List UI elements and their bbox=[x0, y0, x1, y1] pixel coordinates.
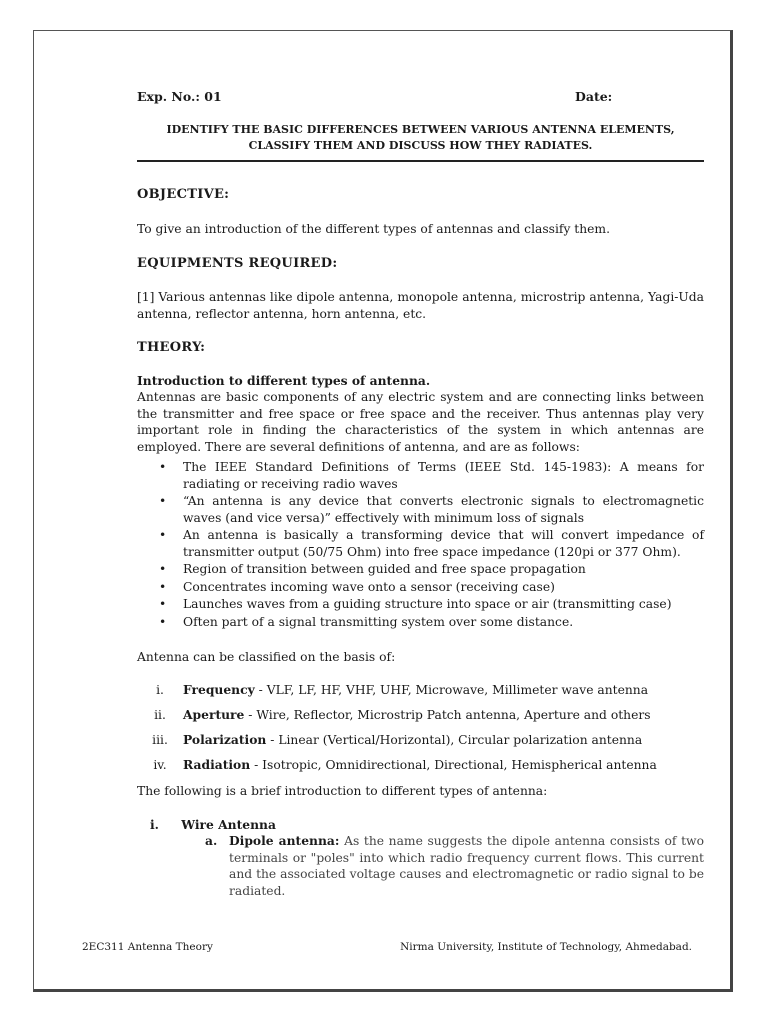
footer-institution: Nirma University, Institute of Technology, Ahmedabad. bbox=[400, 941, 692, 953]
theory-heading: THEORY: bbox=[137, 340, 206, 355]
list-item: • “An antenna is any device that converts electronic signals to electromagnetic waves (and vice versa)” effectively with minimum loss of signals bbox=[159, 494, 704, 525]
wire-antenna-heading: i. Wire Antenna bbox=[150, 817, 276, 832]
list-item: ii. Aperture - Wire, Reflector, Microstrip Patch antenna, Aperture and others bbox=[154, 707, 651, 722]
bullet-icon: • bbox=[159, 528, 167, 542]
list-item: • Launches waves from a guiding structure into space or air (transmitting case) bbox=[159, 597, 672, 611]
brief-intro: The following is a brief introduction to different types of antenna: bbox=[137, 784, 548, 798]
list-item: • Concentrates incoming wave onto a sensor (receiving case) bbox=[159, 579, 555, 594]
classification-intro: Antenna can be classified on the basis of: bbox=[137, 650, 396, 664]
objective-text: To give an introduction of the different types of antennas and classify them. bbox=[137, 222, 611, 236]
dipole-antenna-item: a. Dipole antenna: As the name suggests the dipole antenna consists of two terminals or "poles" into which radio frequency current flows. This current and the associated voltage causes and electromagnetic or radio signal to be radiated. bbox=[205, 833, 704, 898]
list-item: • The IEEE Standard Definitions of Terms (IEEE Std. 145-1983): A means for radiating or receiving radio waves bbox=[159, 460, 704, 491]
bullet-icon: • bbox=[159, 562, 167, 576]
list-item: • Region of transition between guided and free space propagation bbox=[159, 562, 586, 576]
exp-number: Exp. No.: 01 bbox=[137, 89, 222, 104]
list-item: • Often part of a signal transmitting system over some distance. bbox=[159, 614, 574, 629]
theory-intro: Antennas are basic components of any electric system and are connecting links between the transmitter and free space or free space and the receiver. Thus antennas play very important role in finding the characteristics of the system in which antennas are employed. There are several definitions of antenna, and are as follows: bbox=[137, 390, 704, 454]
equipments-text: [1] Various antennas like dipole antenna, monopole antenna, microstrip antenna, Yagi-Uda antenna, reflector antenna, horn antenna, etc. bbox=[137, 290, 704, 321]
dipole-description: Dipole antenna: As the name suggests the dipole antenna consists of two terminals or "poles" into which radio frequency current flows. This current and the associated voltage causes and electromagnetic or radio signal to be radiated. bbox=[229, 833, 704, 898]
date-label: Date: bbox=[575, 89, 613, 104]
bullet-icon: • bbox=[159, 579, 167, 594]
theory-subheading: Introduction to different types of antenna. bbox=[137, 373, 431, 388]
definitions-list bbox=[137, 459, 704, 631]
list-item: iv. Radiation - Isotropic, Omnidirectional, Directional, Hemispherical antenna bbox=[153, 757, 657, 772]
bullet-icon: • bbox=[159, 614, 167, 629]
bullet-icon: • bbox=[159, 494, 167, 508]
equipments-heading: EQUIPMENTS REQUIRED: bbox=[137, 256, 338, 271]
bullet-icon: • bbox=[159, 597, 167, 611]
list-item: i. Frequency - VLF, LF, HF, VHF, UHF, Microwave, Millimeter wave antenna bbox=[156, 682, 649, 697]
objective-heading: OBJECTIVE: bbox=[137, 187, 230, 202]
page-title: IDENTIFY THE BASIC DIFFERENCES BETWEEN VARIOUS ANTENNA ELEMENTS, CLASSIFY THEM AND DISCUSS HOW THEY RADIATES. bbox=[166, 123, 675, 152]
list-item: • An antenna is basically a transforming device that will convert impedance of transmitter output (50/75 Ohm) into free space impedance (120pi or 377 Ohm). bbox=[159, 528, 704, 559]
title-divider bbox=[137, 160, 704, 162]
bullet-icon: • bbox=[159, 460, 167, 474]
list-item: iii. Polarization - Linear (Vertical/Horizontal), Circular polarization antenna bbox=[152, 732, 643, 747]
footer-course: 2EC311 Antenna Theory bbox=[82, 941, 213, 953]
